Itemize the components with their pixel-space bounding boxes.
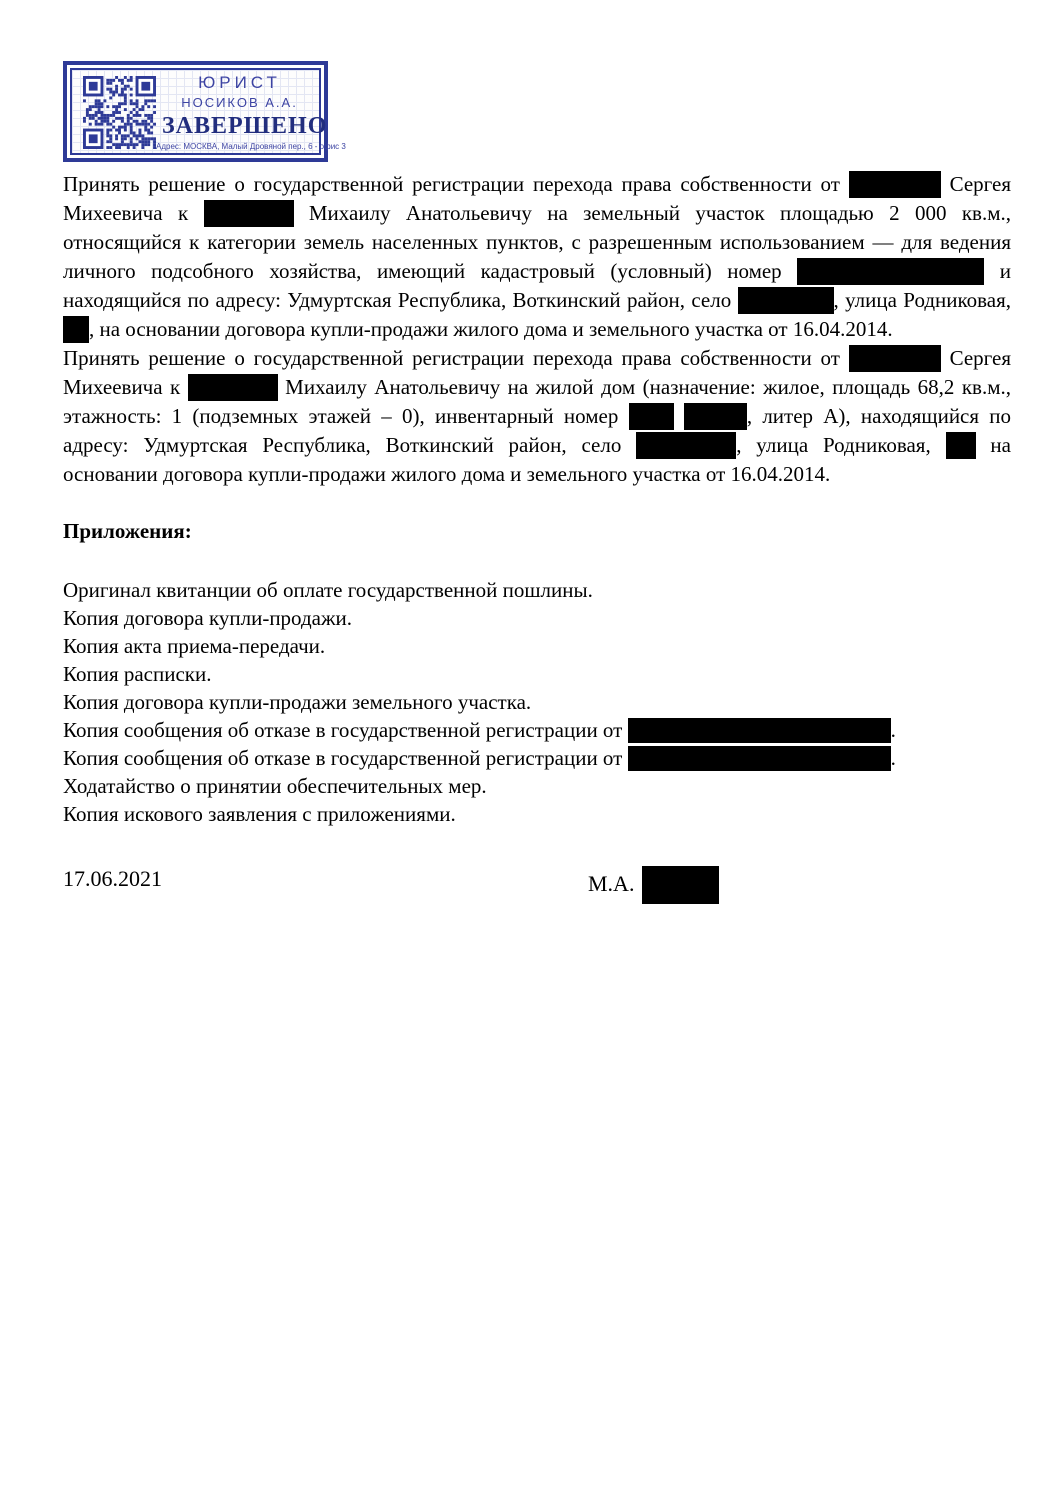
decision-paragraph-house: Принять решение о государственной регистрации перехода права собственности от Сергея Михеевича к Михаилу Анатольевичу на жилой дом (назначение: жилое, площадь 68,2 кв.м., этажность: 1 (подземных этажей – 0), инвентарный номер , литер А), находящийся по адресу: Удмуртская Республика, Воткинский район, село , улица Родниковая, на основании договора купли-продажи жилого дома и земельного участка от 16.04.2014. [63, 346, 1012, 486]
attachment-item: Копия акта приема-передачи. [63, 634, 326, 658]
redaction [204, 200, 294, 227]
decision-paragraph-land: Принять решение о государственной регистрации перехода права собственности от Сергея Михеевича к Михаилу Анатольевичу на земельный участок площадью 2 000 кв.м., относящийся к категории земель населенных пунктов, с разрешенным использованием — для ведения личного подсобного хозяйства, имеющий кадастровый (условный) номер и находящийся по адресу: Удмуртская Республика, Воткинский район, село , улица Родниковая, , на основании договора купли-продажи жилого дома и земельного участка от 16.04.2014. [63, 172, 1011, 341]
attachments-heading: Приложения: [63, 519, 192, 543]
document-date: 17.06.2021 [63, 866, 162, 891]
redaction [946, 432, 976, 459]
redaction [628, 746, 891, 771]
document-content [63, 61, 1011, 903]
redaction [797, 258, 984, 285]
stamp-address: Адрес: МОСКВА, Малый Дровяной пер., 6 - офис 3 [156, 142, 346, 151]
notary-stamp [63, 61, 346, 162]
redaction [684, 403, 747, 430]
stamp-title: ЮРИСТ [198, 73, 281, 92]
redaction [849, 345, 941, 372]
redaction [849, 171, 941, 198]
signature-row [63, 858, 1011, 903]
redaction [738, 287, 834, 314]
redaction [636, 432, 736, 459]
stamp-lawyer-name: НОСИКОВ А.А. [181, 94, 298, 110]
redaction [628, 718, 891, 743]
attachment-item: Копия договора купли-продажи земельного участка. [63, 690, 532, 714]
redaction [629, 403, 674, 430]
stamp-frame [70, 68, 346, 155]
attachment-item: Копия искового заявления с приложениями. [63, 802, 456, 826]
attachment-item: Копия расписки. [63, 662, 212, 686]
signature-redaction [642, 866, 719, 904]
stamp-status: ЗАВЕРШЕНО [162, 113, 328, 140]
redaction [188, 374, 278, 401]
redaction [63, 316, 89, 343]
attachment-item: Ходатайство о принятии обеспечительных мер. [63, 774, 487, 798]
attachment-item: Копия договора купли-продажи. [63, 606, 352, 630]
signature [588, 866, 719, 904]
attachment-list [63, 576, 1011, 828]
attachment-item: Оригинал квитанции об оплате государственной пошлины. [63, 578, 593, 602]
qr-code-icon [83, 76, 156, 149]
stamp-text-block [162, 73, 328, 141]
attachment-item: Копия сообщения об отказе в государственной регистрации от . [63, 718, 896, 742]
attachment-item: Копия сообщения об отказе в государственной регистрации от . [63, 746, 896, 770]
signature-initials: М.А. [588, 871, 635, 896]
